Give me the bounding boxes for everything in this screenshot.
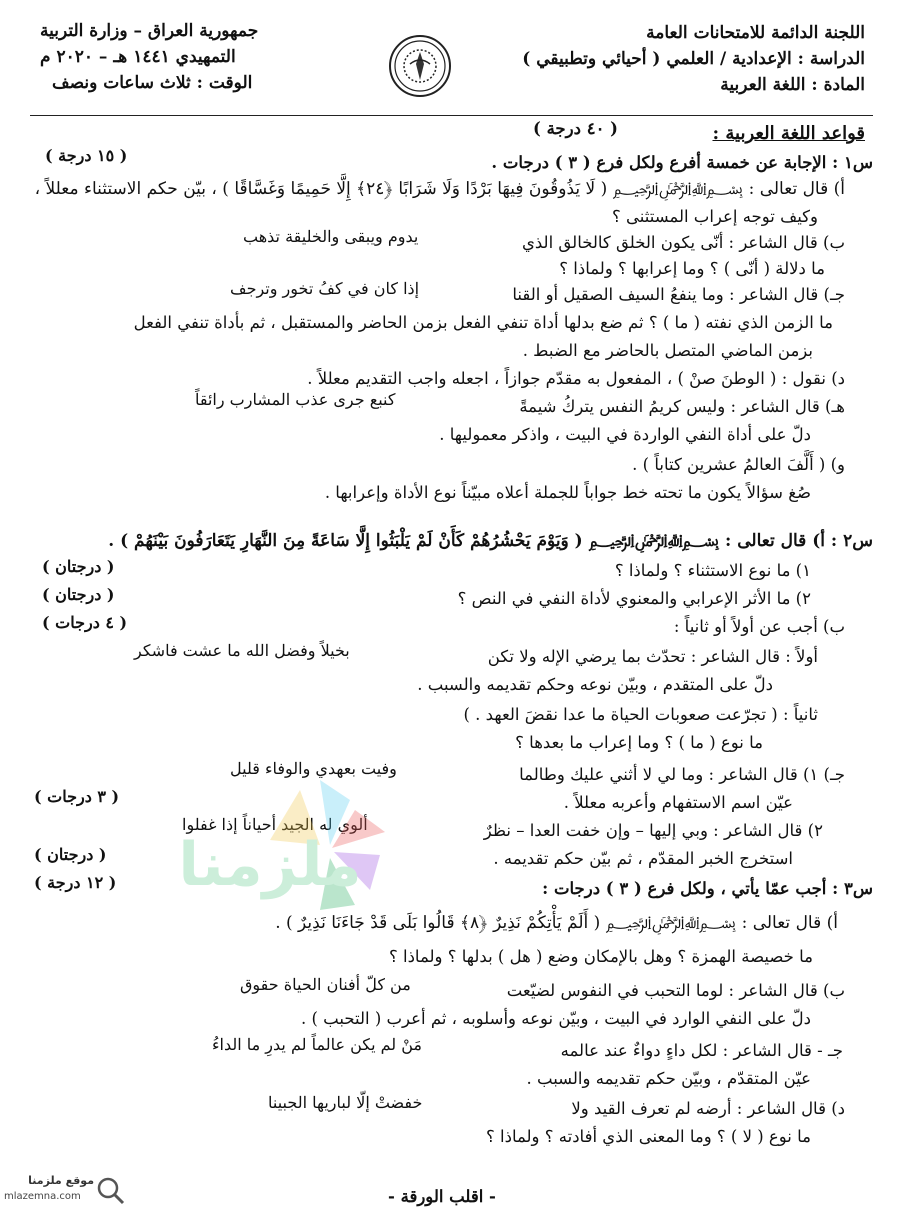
q1-marks: ( ١٥ درجة ) xyxy=(45,146,128,165)
q1-c-intro: جـ) قال الشاعر : وما ينفعُ السيف الصقيل أو القنا xyxy=(512,285,845,304)
q2-c1-question: عيّن اسم الاستفهام وأعربه معللاً . xyxy=(563,793,793,812)
q1-f-line1: و) ( أَلَّفَ العالمُ عشرين كتاباً ) . xyxy=(632,455,845,474)
q1-c-verse2: إذا كان في كفُ تخور وترجف xyxy=(230,279,420,298)
q3-marks: ( ١٢ درجة ) xyxy=(34,873,117,892)
section-title: قواعد اللغة العربية : xyxy=(712,123,865,144)
q3-d-question: ما نوع ( لا ) ؟ وما المعنى الذي أفادته ؟ ولماذا ؟ xyxy=(486,1127,811,1146)
q1-intro: س١ : الإجابة عن خمسة أفرع ولكل فرع ( ٣ ) درجات . xyxy=(491,153,873,172)
q1-a-line2: وكيف توجه إعراب المستثنى ؟ xyxy=(612,207,818,226)
q2-a2-marks: ( درجتان ) xyxy=(42,585,115,604)
exam-session: التمهيدي ١٤٤١ هـ – ٢٠٢٠ م xyxy=(40,47,236,67)
q2-b-first-intro: أولاً : قال الشاعر : تحدّث بما يرضي الإله ولا تكن xyxy=(487,647,818,666)
q2-c2-question: استخرج الخبر المقدّم ، ثم بيّن حكم تقديمه . xyxy=(493,849,793,868)
q2-b-second: ثانياً : ( تجرّعت صعوبات الحياة ما عدا نقضَ العهد . ) xyxy=(463,705,818,724)
q1-e-question: دلّ على أداة النفي الواردة في البيت ، واذكر معموليها . xyxy=(439,425,811,444)
q2-b-second-question: ما نوع ( ما ) ؟ وما إعراب ما بعدها ؟ xyxy=(515,733,763,752)
q3-c-question: عيّن المتقدّم ، وبيّن حكم تقديمه والسبب . xyxy=(526,1069,811,1088)
q1-c-question1: ما الزمن الذي نفته ( ما ) ؟ ثم ضع بدلها أداة تنفي الفعل بزمن الحاضر والمستقبل ، ثم بأداة تنفي الفعل xyxy=(133,313,833,332)
q1-d: د) نقول : ( الوطنَ صنْ ) ، المفعول به مقدّم جوازاً ، اجعله واجب التقديم معللاً . xyxy=(307,369,845,388)
q2-a2: ٢) ما الأثر الإعرابي والمعنوي لأداة النفي في النص ؟ xyxy=(457,589,811,608)
q1-b-intro: ب) قال الشاعر : أنّى يكون الخلق كالخالق الذي xyxy=(521,233,845,252)
q2-b-intro: ب) أجب عن أولاً أو ثانياً : xyxy=(673,617,845,636)
watermark xyxy=(150,770,410,920)
republic-ministry: جمهورية العراق – وزارة التربية xyxy=(40,21,259,41)
header-divider xyxy=(30,115,873,116)
site-logo xyxy=(0,1172,130,1212)
q3-intro: س٣ : أجب عمّا يأتي ، ولكل فرع ( ٣ ) درجات : xyxy=(542,879,873,898)
exam-duration: الوقت : ثلاث ساعات ونصف xyxy=(52,73,253,93)
q3-b-intro: ب) قال الشاعر : لوما التحبب في النفوس لضيّعت xyxy=(506,981,845,1000)
site-domain: mlazemna.com xyxy=(4,1191,81,1202)
q3-c-verse2: مَنْ لم يكن عالماً لم يدرِ ما الداءُ xyxy=(212,1035,422,1054)
q1-c-question2: بزمن الماضي المتصل بالحاضر مع الضبط . xyxy=(522,341,813,360)
q1-a-line1: أ) قال تعالى : ﷽ ( لَا يَذُوقُونَ فِيهَا بَرْدًا وَلَا شَرَابًا ﴿٢٤﴾ إِلَّا حَمِيمًا وَغَسَّاقًا ) ، بيّن حكم الاستثناء معللاً ، xyxy=(34,179,845,199)
q2-b-first-question: دلّ على المتقدم ، وبيّن نوعه وحكم تقديمه والسبب . xyxy=(417,675,773,694)
study-branch: الدراسة : الإعدادية / العلمي ( أحيائي وتطبيقي ) xyxy=(522,49,865,69)
q3-b-verse2: من كلّ أفنان الحياة حقوق xyxy=(240,975,411,994)
q3-a-question: ما خصيصة الهمزة ؟ وهل بالإمكان وضع ( هل ) بدلها ؟ ولماذا ؟ xyxy=(389,947,813,966)
q2-c2-intro: ٢) قال الشاعر : وبي إليها – وإن خفت العدا – نظرٌ xyxy=(483,821,823,840)
turn-page-note: - اقلب الورقة - xyxy=(388,1187,496,1206)
q2-c1-marks: ( ٣ درجات ) xyxy=(34,787,120,806)
q1-f-line2: صُغ سؤالاً يكون ما تحته خط جواباً للجملة أعلاه مبيّناً نوع الأداة وإعرابها . xyxy=(324,483,811,502)
q2-a1-marks: ( درجتان ) xyxy=(42,557,115,576)
q2-intro: س٢ : أ) قال تعالى : ﷽ ( وَيَوْمَ يَحْشُرُهُمْ كَأَنْ لَمْ يَلْبَثُوا إِلَّا سَاعَةً مِنَ النَّهَارِ يَتَعَارَفُونَ بَيْنَهُمْ ) . xyxy=(108,531,873,551)
q2-b-first-verse2: بخيلاً وفضل الله ما عشت فاشكر xyxy=(134,641,350,660)
q1-b-verse2: يدوم ويبقى والخليقة تذهب xyxy=(243,227,419,246)
magnifier-icon xyxy=(96,1176,126,1206)
q2-c2-marks: ( درجتان ) xyxy=(34,845,107,864)
q2-c2-verse2: ألوي له الجيد أحياناً إذا غفلوا xyxy=(182,815,368,834)
q2-c1-intro: جـ) ١) قال الشاعر : وما لي لا أثني عليك وطالما xyxy=(519,765,845,784)
q3-b-question: دلّ على النفي الوارد في البيت ، وبيّن نوعه وأسلوبه ، ثم أعرب ( التحبب ) . xyxy=(301,1009,811,1028)
q2-b-marks: ( ٤ درجات ) xyxy=(42,613,128,632)
q3-c-intro: جـ - قال الشاعر : لكل داءٍ دواءٌ عند عالمه xyxy=(560,1041,843,1060)
q1-e-verse2: كنبع جرى عذب المشارب رائقاً xyxy=(195,390,396,409)
subject: المادة : اللغة العربية xyxy=(720,75,865,95)
q2-a1: ١) ما نوع الاستثناء ؟ ولماذا ؟ xyxy=(614,561,811,580)
q3-a-intro: أ) قال تعالى : ﷽ ( أَلَمْ يَأْتِكُمْ نَذِيرٌ ﴿٨﴾ قَالُوا بَلَى قَدْ جَاءَنَا نَذِيرٌ ) . xyxy=(275,913,838,933)
q1-b-question: ما دلالة ( أنّى ) ؟ وما إعرابها ؟ ولماذا ؟ xyxy=(559,259,825,278)
site-name-arabic: موقع ملزمنا xyxy=(28,1174,94,1187)
q3-d-verse2: خفضتْ إلّا لباريها الجبينا xyxy=(268,1093,423,1112)
ministry-seal-icon xyxy=(388,34,452,98)
q1-e-intro: هـ) قال الشاعر : وليس كريمُ النفس يتركُ شيمةً xyxy=(519,397,845,416)
watermark-text: ملزمنا xyxy=(178,830,362,900)
q2-c1-verse2: وفيت بعهدي والوفاء قليل xyxy=(230,759,397,778)
committee-name: اللجنة الدائمة للامتحانات العامة xyxy=(646,23,865,43)
q3-d-intro: د) قال الشاعر : أرضه لم تعرف القيد ولا xyxy=(571,1099,845,1118)
section-total-marks: ( ٤٠ درجة ) xyxy=(533,119,618,138)
